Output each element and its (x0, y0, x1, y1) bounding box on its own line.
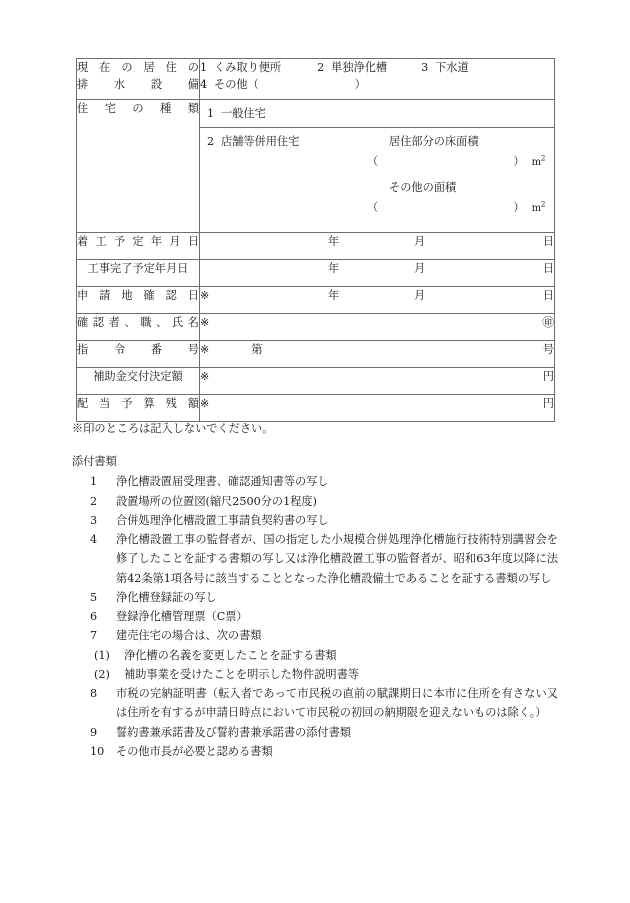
attachment-text: 誓約書兼承諾書及び誓約書兼承諾書の添付書類 (116, 725, 351, 739)
attachment-subtext: 浄化槽の名義を変更したことを証する書類 (124, 648, 337, 662)
attachment-text: 設置場所の位置図(縮尺2500分の1程度) (116, 494, 317, 508)
attachment-text: 浄化槽登録証の写し (116, 590, 217, 604)
list-item (72, 530, 558, 588)
table-row-finish-date (77, 259, 555, 286)
drainage-option-1-label[interactable]: くみ取り便所 (214, 61, 282, 74)
row-label-budget-balance (77, 394, 200, 421)
attachment-text: 建売住宅の場合は、次の書類 (116, 629, 262, 643)
table-row-checker (77, 313, 555, 340)
row-label-drainage-line1: 現在の居住の (77, 61, 199, 74)
finish-date-month: 月 (414, 261, 426, 275)
residential-area-label: 居住部分の床面積 (389, 135, 479, 149)
attachment-number: 1 (90, 475, 98, 489)
row-value-drainage (200, 59, 555, 100)
application-form-table (76, 58, 555, 422)
drainage-option-2-number: 2 (317, 61, 325, 74)
checker-mark: ※ (200, 315, 210, 329)
attachments-section (72, 452, 558, 761)
attachment-number: 6 (90, 610, 98, 624)
residential-area-open-paren: （ (367, 155, 379, 169)
housing-area-fields (367, 133, 545, 225)
order-number-prefix: 第 (251, 342, 263, 356)
attachment-number: 4 (90, 533, 98, 547)
site-check-date-day: 日 (542, 288, 554, 302)
list-item (72, 472, 558, 491)
drainage-other-close-paren: ） (354, 78, 366, 92)
list-item (72, 492, 558, 511)
row-value-finish-date[interactable] (200, 259, 555, 286)
attachment-number: 9 (90, 725, 98, 739)
residential-area-close-paren: ） (513, 155, 525, 169)
row-value-site-check-date (200, 286, 555, 313)
row-label-housing-type (77, 99, 200, 232)
attachment-number: 8 (90, 687, 98, 701)
attachment-number: 5 (90, 590, 98, 604)
attachment-text: 市税の完納証明書（転入者であって市民税の直前の賦課期日に本市に住所を有さない又は住所を有するが申請日時点において市民税の初回の納期限を迎えないものは除く。） (116, 687, 558, 720)
start-date-year: 年 (328, 234, 340, 248)
row-label-drainage (77, 59, 200, 100)
row-label-order-number (77, 340, 200, 367)
finish-date-year: 年 (328, 261, 340, 275)
attachment-number: 7 (90, 629, 98, 643)
attachment-subnumber: (2) (94, 667, 110, 681)
drainage-options-line1 (200, 59, 554, 76)
table-row-order-number (77, 340, 555, 367)
housing-option-1-number: 1 (207, 106, 215, 120)
list-item-sub (72, 646, 558, 665)
attachment-subnumber: (1) (94, 648, 110, 662)
row-label-housing-type-text: 住宅の種類 (77, 101, 199, 115)
attachments-title: 添付書類 (72, 455, 117, 468)
list-item (72, 626, 558, 645)
row-label-order-number-text: 指令番号 (77, 342, 199, 356)
list-item (72, 511, 558, 530)
finish-date-day: 日 (542, 261, 554, 275)
start-date-day: 日 (542, 234, 554, 248)
housing-option-2-left (207, 133, 367, 150)
residential-area-input-row (367, 153, 545, 171)
site-check-date-year: 年 (328, 288, 340, 302)
row-value-start-date[interactable] (200, 232, 555, 259)
table-row-grant-amount (77, 367, 555, 394)
housing-option-2-label[interactable]: 店舗等併用住宅 (221, 135, 300, 149)
drainage-options-line2 (200, 76, 554, 93)
row-label-finish-date-text: 工事完了予定年月日 (87, 261, 189, 275)
drainage-option-3-number: 3 (421, 61, 429, 74)
table-row-site-check-date (77, 286, 555, 313)
attachment-number: 3 (90, 513, 98, 527)
other-area-label: その他の面積 (389, 180, 457, 194)
start-date-month: 月 (414, 234, 426, 248)
drainage-option-1-number: 1 (200, 61, 208, 74)
list-item (72, 723, 558, 742)
housing-option-1-row (200, 100, 554, 128)
list-item (72, 588, 558, 607)
row-label-grant-amount-text: 補助金交付決定額 (93, 369, 183, 383)
other-area-close-paren: ） (513, 201, 525, 215)
drainage-option-4-number: 4 (200, 78, 208, 92)
row-label-start-date (77, 232, 200, 259)
residential-area-unit: $m^2$ (531, 154, 545, 169)
attachment-text: 浄化槽設置工事の監督者が、国の指定した小規模合併処理浄化槽施行技術特別講習会を修了したことを証する書類の写し又は浄化槽設置工事の監督者が、昭和63年度以降に法第42条第1項各号に該当することとなった浄化槽設備士であることを証する書類の写し (116, 533, 558, 585)
list-item-sub (72, 665, 558, 684)
row-value-budget-balance (200, 394, 555, 421)
order-number-suffix: 号 (542, 342, 554, 356)
table-row-drainage (77, 59, 555, 100)
grant-amount-unit: 円 (542, 369, 554, 383)
other-area-unit: $m^2$ (531, 199, 545, 215)
other-area-open-paren: （ (367, 201, 379, 215)
budget-balance-mark: ※ (200, 396, 210, 410)
row-value-grant-amount (200, 367, 555, 394)
budget-balance-unit: 円 (542, 396, 554, 410)
attachment-text: 浄化槽設置届受理書、確認通知書等の写し (116, 475, 329, 489)
table-row-start-date (77, 232, 555, 259)
row-label-start-date-text: 着工予定年月日 (77, 234, 199, 248)
drainage-option-3-label[interactable]: 下水道 (435, 61, 469, 74)
row-label-checker-text: 確認者、職、氏名 (77, 315, 199, 329)
row-label-grant-amount (77, 367, 200, 394)
asterisk-note: ※印のところは記入しないでください。 (72, 422, 274, 435)
list-item (72, 607, 558, 626)
attachment-text: 登録浄化槽管理票（C票） (116, 610, 248, 624)
attachment-subtext: 補助事業を受けたことを明示した物件説明書等 (124, 667, 359, 681)
housing-option-2-row (200, 128, 554, 232)
table-row-housing-type (77, 99, 555, 232)
seal-icon: ㊞ (542, 314, 554, 329)
order-number-mark: ※ (200, 342, 210, 356)
row-label-drainage-line2: 排水設備 (77, 78, 199, 92)
list-item (72, 742, 558, 761)
table-row-budget-balance (77, 394, 555, 421)
list-item (72, 684, 558, 723)
row-value-order-number (200, 340, 555, 367)
row-value-checker (200, 313, 555, 340)
row-label-checker (77, 313, 200, 340)
row-label-site-check-date-text: 申請地確認日 (77, 288, 199, 302)
attachment-number: 2 (90, 494, 98, 508)
other-area-input-row (367, 199, 545, 217)
attachment-text: 合併処理浄化槽設置工事請負契約書の写し (116, 513, 329, 527)
site-check-date-mark: ※ (200, 288, 210, 302)
site-check-date-month: 月 (414, 288, 426, 302)
attachment-number: 10 (90, 744, 105, 758)
housing-option-1-label[interactable]: 一般住宅 (221, 106, 266, 120)
drainage-option-2-label[interactable]: 単独浄化槽 (331, 61, 388, 74)
attachment-text: その他市長が必要と認める書類 (116, 744, 273, 758)
drainage-option-4-label[interactable]: その他（ (214, 78, 259, 92)
housing-option-2-number: 2 (207, 135, 215, 149)
row-label-finish-date (77, 259, 200, 286)
grant-amount-mark: ※ (200, 369, 210, 383)
row-label-budget-balance-text: 配当予算残額 (77, 396, 199, 410)
attachments-list (72, 472, 558, 761)
row-label-site-check-date (77, 286, 200, 313)
row-value-housing-type (200, 99, 555, 232)
